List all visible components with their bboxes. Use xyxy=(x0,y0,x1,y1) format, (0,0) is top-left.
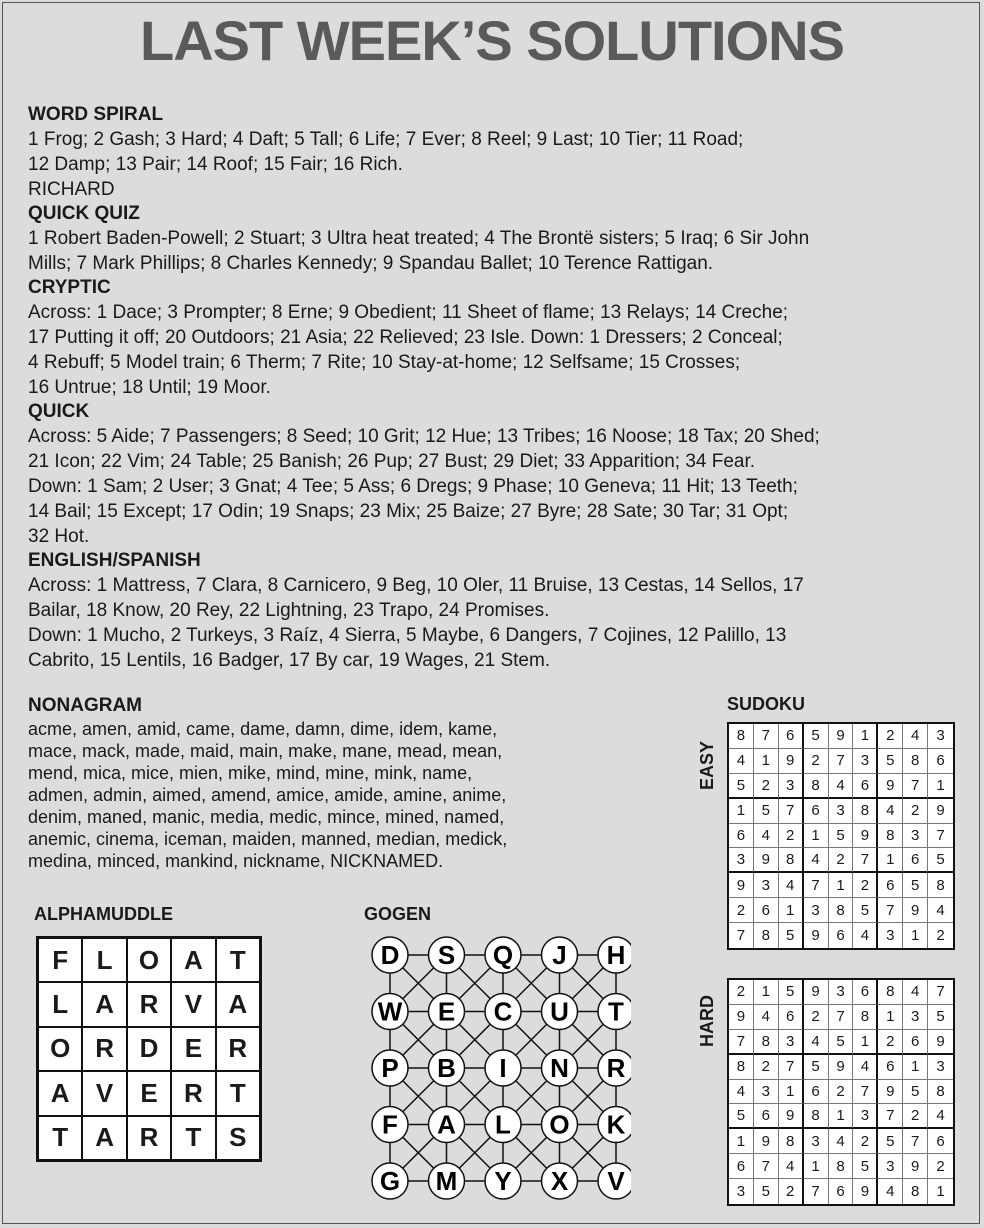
svg-text:C: C xyxy=(493,996,513,1027)
alphamuddle-cell: A xyxy=(82,982,126,1026)
sudoku-cell: 6 xyxy=(853,774,878,799)
sudoku-cell: 7 xyxy=(928,824,953,849)
sudoku-hard-label: HARD xyxy=(697,995,717,1047)
sudoku-cell: 9 xyxy=(928,799,953,824)
svg-text:W: W xyxy=(377,996,403,1027)
sudoku-cell: 5 xyxy=(729,1104,754,1129)
sudoku-cell: 8 xyxy=(729,1055,754,1080)
sudoku-cell: 1 xyxy=(853,724,878,749)
sudoku-heading: SUDOKU xyxy=(727,694,806,714)
sudoku-cell: 7 xyxy=(779,799,804,824)
sudoku-cell: 5 xyxy=(903,1080,928,1105)
sudoku-cell: 4 xyxy=(779,1154,804,1179)
svg-text:X: X xyxy=(550,1166,569,1196)
section-heading: CRYPTIC xyxy=(28,277,111,298)
svg-text:F: F xyxy=(382,1109,398,1140)
sudoku-cell: 4 xyxy=(754,1005,779,1030)
nonagram-line: mend, mica, mice, mien, mike, mind, mine, mink, name, xyxy=(28,763,473,783)
sudoku-cell: 9 xyxy=(829,1055,854,1080)
sudoku-cell: 2 xyxy=(779,824,804,849)
section-line: Across: 1 Dace; 3 Prompter; 8 Erne; 9 Obedient; 11 Sheet of flame; 13 Relays; 14 Creche; xyxy=(28,302,789,323)
alphamuddle-cell: A xyxy=(38,1071,82,1115)
sudoku-cell: 6 xyxy=(903,1030,928,1055)
gogen-node xyxy=(372,1050,408,1086)
sudoku-cell: 9 xyxy=(754,848,779,873)
sudoku-cell: 9 xyxy=(804,923,829,948)
gogen-node xyxy=(372,994,408,1030)
section-line: 17 Putting it off; 20 Outdoors; 21 Asia; 22 Relieved; 23 Isle. Down: 1 Dressers; 2 Conceal; xyxy=(28,327,783,348)
sudoku-cell: 7 xyxy=(829,1005,854,1030)
sudoku-cell: 9 xyxy=(853,1179,878,1204)
gogen-node xyxy=(429,937,465,973)
section-line: Cabrito, 15 Lentils, 16 Badger, 17 By car, 19 Wages, 21 Stem. xyxy=(28,650,551,671)
sudoku-cell: 1 xyxy=(853,1030,878,1055)
sudoku-cell: 8 xyxy=(729,724,754,749)
nonagram-line: admen, admin, aimed, amend, amice, amide, amine, anime, xyxy=(28,785,507,805)
sudoku-cell: 3 xyxy=(754,873,779,898)
sudoku-cell: 5 xyxy=(729,774,754,799)
sudoku-cell: 3 xyxy=(903,824,928,849)
section-line: RICHARD xyxy=(28,179,115,200)
sudoku-cell: 4 xyxy=(878,799,903,824)
sudoku-cell: 9 xyxy=(754,1129,779,1154)
sudoku-cell: 8 xyxy=(779,848,804,873)
sudoku-cell: 7 xyxy=(928,980,953,1005)
sudoku-cell: 5 xyxy=(804,724,829,749)
sudoku-cell: 2 xyxy=(936,927,945,945)
section-heading: ENGLISH/SPANISH xyxy=(28,550,201,571)
sudoku-cell: 2 xyxy=(853,1129,878,1154)
sudoku-cell: 3 xyxy=(878,923,903,948)
nonagram-section xyxy=(28,694,668,872)
gogen-node xyxy=(542,937,578,973)
sudoku-cell: 5 xyxy=(829,824,854,849)
sudoku-cell: 7 xyxy=(729,1030,754,1055)
alphamuddle-cell: A xyxy=(216,982,260,1026)
sudoku-easy-grid xyxy=(727,722,955,950)
gogen-node xyxy=(598,937,631,973)
gogen-node xyxy=(429,1050,465,1086)
sudoku-cell: 2 xyxy=(754,774,779,799)
sudoku-cell: 8 xyxy=(829,898,854,923)
sudoku-cell: 3 xyxy=(804,1129,829,1154)
svg-text:G: G xyxy=(379,1166,401,1196)
sudoku-cell: 8 xyxy=(878,824,903,849)
sudoku-cell: 9 xyxy=(903,898,928,923)
svg-text:U: U xyxy=(550,996,569,1027)
section-line: 4 Rebuff; 5 Model train; 6 Therm; 7 Rite; 10 Stay-at-home; 12 Selfsame; 15 Crosses; xyxy=(28,352,741,373)
sudoku-cell: 3 xyxy=(928,1055,953,1080)
sudoku-cell: 3 xyxy=(829,980,854,1005)
sudoku-cell: 4 xyxy=(829,1129,854,1154)
sudoku-cell: 2 xyxy=(903,1104,928,1129)
sudoku-cell: 7 xyxy=(853,1080,878,1105)
sudoku-cell: 4 xyxy=(829,774,854,799)
sudoku-cell: 4 xyxy=(903,724,928,749)
nonagram-line: mace, mack, made, maid, main, make, mane, mead, mean, xyxy=(28,741,503,761)
gogen-node xyxy=(485,1163,521,1199)
section-line: Down: 1 Sam; 2 User; 3 Gnat; 4 Tee; 5 Ass; 6 Dregs; 9 Phase; 10 Geneva; 11 Hit; 13 Teeth; xyxy=(28,476,798,497)
alphamuddle-cell: A xyxy=(82,1116,126,1160)
sudoku-cell: 8 xyxy=(853,1005,878,1030)
section-line: Down: 1 Mucho, 2 Turkeys, 3 Raíz, 4 Sierra, 5 Maybe, 6 Dangers, 7 Cojines, 12 Palillo, 13 xyxy=(28,625,787,646)
sudoku-cell: 6 xyxy=(853,980,878,1005)
sudoku-cell: 6 xyxy=(804,1080,829,1105)
nonagram-heading: NONAGRAM xyxy=(28,695,142,716)
alphamuddle-cell: E xyxy=(127,1071,171,1115)
sudoku-cell: 6 xyxy=(779,1005,804,1030)
gogen-node xyxy=(542,1050,578,1086)
gogen-node xyxy=(372,1107,408,1143)
svg-text:K: K xyxy=(606,1109,626,1140)
alphamuddle-cell: F xyxy=(38,938,82,982)
sudoku-cell: 5 xyxy=(878,1129,903,1154)
gogen-node xyxy=(542,1163,578,1199)
sudoku-cell: 9 xyxy=(779,1104,804,1129)
svg-text:Y: Y xyxy=(494,1166,512,1196)
sudoku-cell: 5 xyxy=(779,923,804,948)
sudoku-cell: 4 xyxy=(928,898,953,923)
svg-text:L: L xyxy=(495,1109,511,1140)
sudoku-cell: 2 xyxy=(804,749,829,774)
sudoku-cell: 2 xyxy=(878,1030,903,1055)
sudoku-cell: 2 xyxy=(853,873,878,898)
sudoku-cell: 2 xyxy=(729,898,754,923)
gogen-node xyxy=(429,994,465,1030)
sudoku-cell: 8 xyxy=(928,873,953,898)
sudoku-cell: 1 xyxy=(779,898,804,923)
sudoku-cell: 7 xyxy=(754,1154,779,1179)
sudoku-cell: 6 xyxy=(754,898,779,923)
sudoku-cell: 6 xyxy=(804,799,829,824)
sudoku-cell: 7 xyxy=(804,1179,829,1204)
sudoku-cell: 3 xyxy=(903,1005,928,1030)
gogen-node xyxy=(372,1163,408,1199)
sudoku-cell: 7 xyxy=(878,1104,903,1129)
alphamuddle-cell: E xyxy=(171,1027,215,1071)
nonagram-line: denim, maned, manic, media, medic, mince, mined, named, xyxy=(28,807,505,827)
alphamuddle-cell: T xyxy=(216,938,260,982)
sudoku-cell: 1 xyxy=(903,923,928,948)
svg-text:H: H xyxy=(606,940,626,970)
sudoku-cell: 3 xyxy=(729,848,754,873)
sudoku-cell: 6 xyxy=(729,1154,754,1179)
sudoku-cell: 1 xyxy=(829,1104,854,1129)
sudoku-hard-grid xyxy=(727,978,955,1206)
section-heading: QUICK xyxy=(28,401,90,422)
sudoku-cell: 8 xyxy=(779,1129,804,1154)
sudoku-cell: 2 xyxy=(754,1055,779,1080)
gogen-node xyxy=(485,937,521,973)
sudoku-cell: 3 xyxy=(729,1179,754,1204)
section-line: 21 Icon; 22 Vim; 24 Table; 25 Banish; 26 Pup; 27 Bust; 29 Diet; 33 Apparition; 34 Fear. xyxy=(28,451,756,472)
alphamuddle-cell: T xyxy=(38,1116,82,1160)
sudoku-cell: 1 xyxy=(804,1154,829,1179)
sudoku-cell: 9 xyxy=(903,1154,928,1179)
section-line: Across: 1 Mattress, 7 Clara, 8 Carnicero, 9 Beg, 10 Oler, 11 Bruise, 13 Cestas, 14 Sellos, 17 xyxy=(28,575,804,596)
sudoku-cell: 1 xyxy=(729,1129,754,1154)
sudoku-cell: 2 xyxy=(928,1154,953,1179)
sudoku-cell: 2 xyxy=(829,1080,854,1105)
sudoku-cell: 3 xyxy=(829,799,854,824)
gogen-node xyxy=(598,994,631,1030)
nonagram-line: acme, amen, amid, came, dame, damn, dime, idem, kame, xyxy=(28,719,498,739)
sudoku-cell: 5 xyxy=(878,749,903,774)
sudoku-cell: 2 xyxy=(804,1005,829,1030)
alphamuddle-cell: R xyxy=(82,1027,126,1071)
sudoku-cell: 6 xyxy=(754,1104,779,1129)
sudoku-cell: 3 xyxy=(928,724,953,749)
sudoku-cell: 6 xyxy=(829,923,854,948)
alphamuddle-cell: T xyxy=(171,1116,215,1160)
sudoku-cell: 5 xyxy=(754,799,779,824)
sudoku-cell: 3 xyxy=(853,749,878,774)
sudoku-cell: 4 xyxy=(729,749,754,774)
sudoku-cell: 7 xyxy=(903,1129,928,1154)
sudoku-cell: 5 xyxy=(903,873,928,898)
alphamuddle-cell: O xyxy=(38,1027,82,1071)
solutions-text xyxy=(28,103,968,673)
gogen-node xyxy=(598,1163,631,1199)
nonagram-line: medina, minced, mankind, nickname, NICKNAMED. xyxy=(28,851,444,871)
sudoku-easy-label: EASY xyxy=(697,740,717,790)
sudoku-cell: 3 xyxy=(779,1030,804,1055)
sudoku-cell: 1 xyxy=(779,1080,804,1105)
svg-text:M: M xyxy=(435,1166,458,1196)
svg-text:B: B xyxy=(437,1053,456,1083)
sudoku-cell: 5 xyxy=(928,848,953,873)
sudoku-cell: 8 xyxy=(754,923,779,948)
sudoku-cell: 8 xyxy=(903,749,928,774)
gogen-node xyxy=(372,937,408,973)
sudoku-cell: 1 xyxy=(829,873,854,898)
alphamuddle-cell: L xyxy=(38,982,82,1026)
svg-text:N: N xyxy=(550,1053,569,1083)
sudoku-cell: 4 xyxy=(878,1179,903,1204)
page-title: LAST WEEK’S SOLUTIONS xyxy=(140,9,844,72)
svg-text:P: P xyxy=(381,1053,399,1083)
alphamuddle-cell: V xyxy=(171,982,215,1026)
gogen-node xyxy=(542,1107,578,1143)
sudoku-cell: 4 xyxy=(853,923,878,948)
alphamuddle-cell: R xyxy=(127,982,171,1026)
sudoku-cell: 7 xyxy=(829,749,854,774)
svg-text:T: T xyxy=(608,996,624,1027)
sudoku-cell: 9 xyxy=(779,749,804,774)
sudoku-cell: 3 xyxy=(804,898,829,923)
section-line: 1 Robert Baden-Powell; 2 Stuart; 3 Ultra heat treated; 4 The Brontë sisters; 5 Iraq; 6 Sir John xyxy=(28,228,810,249)
sudoku-cell: 4 xyxy=(903,980,928,1005)
sudoku-cell: 5 xyxy=(754,1179,779,1204)
svg-text:J: J xyxy=(552,940,567,970)
sudoku-cell: 5 xyxy=(853,1154,878,1179)
gogen-heading: GOGEN xyxy=(364,904,432,924)
sudoku-cell: 8 xyxy=(878,980,903,1005)
sudoku-cell: 4 xyxy=(729,1080,754,1105)
svg-text:E: E xyxy=(437,996,456,1027)
sudoku-cell: 3 xyxy=(754,1080,779,1105)
sudoku-cell: 7 xyxy=(779,1055,804,1080)
sudoku-cell: 1 xyxy=(928,774,953,799)
sudoku-cell: 3 xyxy=(853,1104,878,1129)
sudoku-cell: 7 xyxy=(903,774,928,799)
sudoku-cell: 2 xyxy=(779,1179,804,1204)
svg-text:D: D xyxy=(380,940,400,970)
gogen-node xyxy=(598,1050,631,1086)
sudoku-cell: 2 xyxy=(729,980,754,1005)
sudoku-cell: 8 xyxy=(804,774,829,799)
svg-text:R: R xyxy=(606,1053,626,1083)
svg-text:A: A xyxy=(437,1109,456,1140)
sudoku-cell: 6 xyxy=(779,724,804,749)
sudoku-cell: 3 xyxy=(878,1154,903,1179)
gogen-node xyxy=(598,1107,631,1143)
sudoku-cell: 6 xyxy=(729,824,754,849)
section-line: Bailar, 18 Know, 20 Rey, 22 Lightning, 23 Trapo, 24 Promises. xyxy=(28,600,550,621)
gogen-node xyxy=(485,1050,521,1086)
alphamuddle-heading: ALPHAMUDDLE xyxy=(34,904,173,924)
sudoku-cell: 8 xyxy=(853,799,878,824)
alphamuddle-cell: R xyxy=(171,1071,215,1115)
sudoku-cell: 9 xyxy=(853,824,878,849)
alphamuddle-cell: A xyxy=(171,938,215,982)
sudoku-cell: 7 xyxy=(804,873,829,898)
alphamuddle-cell: L xyxy=(82,938,126,982)
gogen-node xyxy=(485,994,521,1030)
sudoku-cell: 9 xyxy=(878,1080,903,1105)
sudoku-cell: 8 xyxy=(754,1030,779,1055)
svg-text:V: V xyxy=(607,1166,625,1196)
sudoku-cell: 8 xyxy=(829,1154,854,1179)
gogen-node xyxy=(429,1163,465,1199)
svg-text:Q: Q xyxy=(492,940,514,970)
sudoku-cell: 1 xyxy=(754,980,779,1005)
sudoku-cell: 6 xyxy=(928,749,953,774)
sudoku-cell: 1 xyxy=(903,1055,928,1080)
sudoku-cell: 4 xyxy=(754,824,779,849)
sudoku-cell: 6 xyxy=(878,1055,903,1080)
alphamuddle-cell: V xyxy=(82,1071,126,1115)
sudoku-cell: 9 xyxy=(878,774,903,799)
sudoku-cell: 8 xyxy=(804,1104,829,1129)
sudoku-cell: 4 xyxy=(853,1055,878,1080)
svg-text:I: I xyxy=(499,1053,507,1083)
section-line: Across: 5 Aide; 7 Passengers; 8 Seed; 10 Grit; 12 Hue; 13 Tribes; 16 Noose; 18 Tax; 20 Shed; xyxy=(28,426,820,447)
sudoku-cell: 2 xyxy=(878,724,903,749)
alphamuddle-cell: R xyxy=(216,1027,260,1071)
sudoku-cell: 6 xyxy=(829,1179,854,1204)
sudoku-cell: 5 xyxy=(829,1030,854,1055)
sudoku-cell: 6 xyxy=(878,873,903,898)
alphamuddle-cell: R xyxy=(127,1116,171,1160)
sudoku-cell: 1 xyxy=(804,824,829,849)
svg-text:S: S xyxy=(437,940,456,970)
sudoku-cell: 1 xyxy=(878,1005,903,1030)
section-heading: QUICK QUIZ xyxy=(28,203,140,224)
sudoku-cell: 9 xyxy=(729,1005,754,1030)
sudoku-cell: 4 xyxy=(928,1104,953,1129)
svg-text:O: O xyxy=(549,1109,570,1140)
gogen-node xyxy=(429,1107,465,1143)
sudoku-cell: 5 xyxy=(804,1055,829,1080)
alphamuddle-cell: O xyxy=(127,938,171,982)
sudoku-cell: 1 xyxy=(936,1183,945,1201)
section-line: 14 Bail; 15 Except; 17 Odin; 19 Snaps; 23 Mix; 25 Baize; 27 Byre; 28 Sate; 30 Tar; 31 Opt; xyxy=(28,501,789,522)
section-line: 32 Hot. xyxy=(28,526,90,547)
section-heading: WORD SPIRAL xyxy=(28,104,164,125)
sudoku-cell: 7 xyxy=(729,923,754,948)
sudoku-cell: 7 xyxy=(853,848,878,873)
alphamuddle-cell: D xyxy=(127,1027,171,1071)
sudoku-cell: 6 xyxy=(928,1129,953,1154)
sudoku-cell: 9 xyxy=(729,873,754,898)
gogen-grid xyxy=(365,930,631,1210)
sudoku-cell: 8 xyxy=(928,1080,953,1105)
section-line: 16 Untrue; 18 Until; 19 Moor. xyxy=(28,377,271,398)
gogen-node xyxy=(485,1107,521,1143)
sudoku-cell: 5 xyxy=(928,1005,953,1030)
gogen-node xyxy=(542,994,578,1030)
sudoku-cell: 4 xyxy=(779,873,804,898)
sudoku-cell: 3 xyxy=(779,774,804,799)
section-line: 12 Damp; 13 Pair; 14 Roof; 15 Fair; 16 Rich. xyxy=(28,154,403,175)
sudoku-cell: 2 xyxy=(829,848,854,873)
sudoku-cell: 4 xyxy=(804,848,829,873)
sudoku-cell: 9 xyxy=(804,980,829,1005)
section-line: Mills; 7 Mark Phillips; 8 Charles Kennedy; 9 Spandau Ballet; 10 Terence Rattigan. xyxy=(28,253,714,274)
sudoku-cell: 7 xyxy=(754,724,779,749)
alphamuddle-grid xyxy=(36,936,262,1162)
sudoku-cell: 1 xyxy=(754,749,779,774)
sudoku-cell: 9 xyxy=(829,724,854,749)
sudoku-cell: 5 xyxy=(779,980,804,1005)
alphamuddle-cell: T xyxy=(216,1071,260,1115)
sudoku-cell: 9 xyxy=(928,1030,953,1055)
sudoku-cell: 1 xyxy=(878,848,903,873)
alphamuddle-cell: S xyxy=(216,1116,260,1160)
nonagram-line: anemic, cinema, iceman, maiden, manned, median, medick, xyxy=(28,829,508,849)
sudoku-cell: 6 xyxy=(903,848,928,873)
sudoku-cell: 4 xyxy=(804,1030,829,1055)
sudoku-cell: 5 xyxy=(853,898,878,923)
sudoku-cell: 7 xyxy=(878,898,903,923)
sudoku-cell: 2 xyxy=(903,799,928,824)
section-line: 1 Frog; 2 Gash; 3 Hard; 4 Daft; 5 Tall; 6 Life; 7 Ever; 8 Reel; 9 Last; 10 Tier; 11 Road; xyxy=(28,129,744,150)
sudoku-cell: 1 xyxy=(729,799,754,824)
sudoku-cell: 8 xyxy=(903,1179,928,1204)
